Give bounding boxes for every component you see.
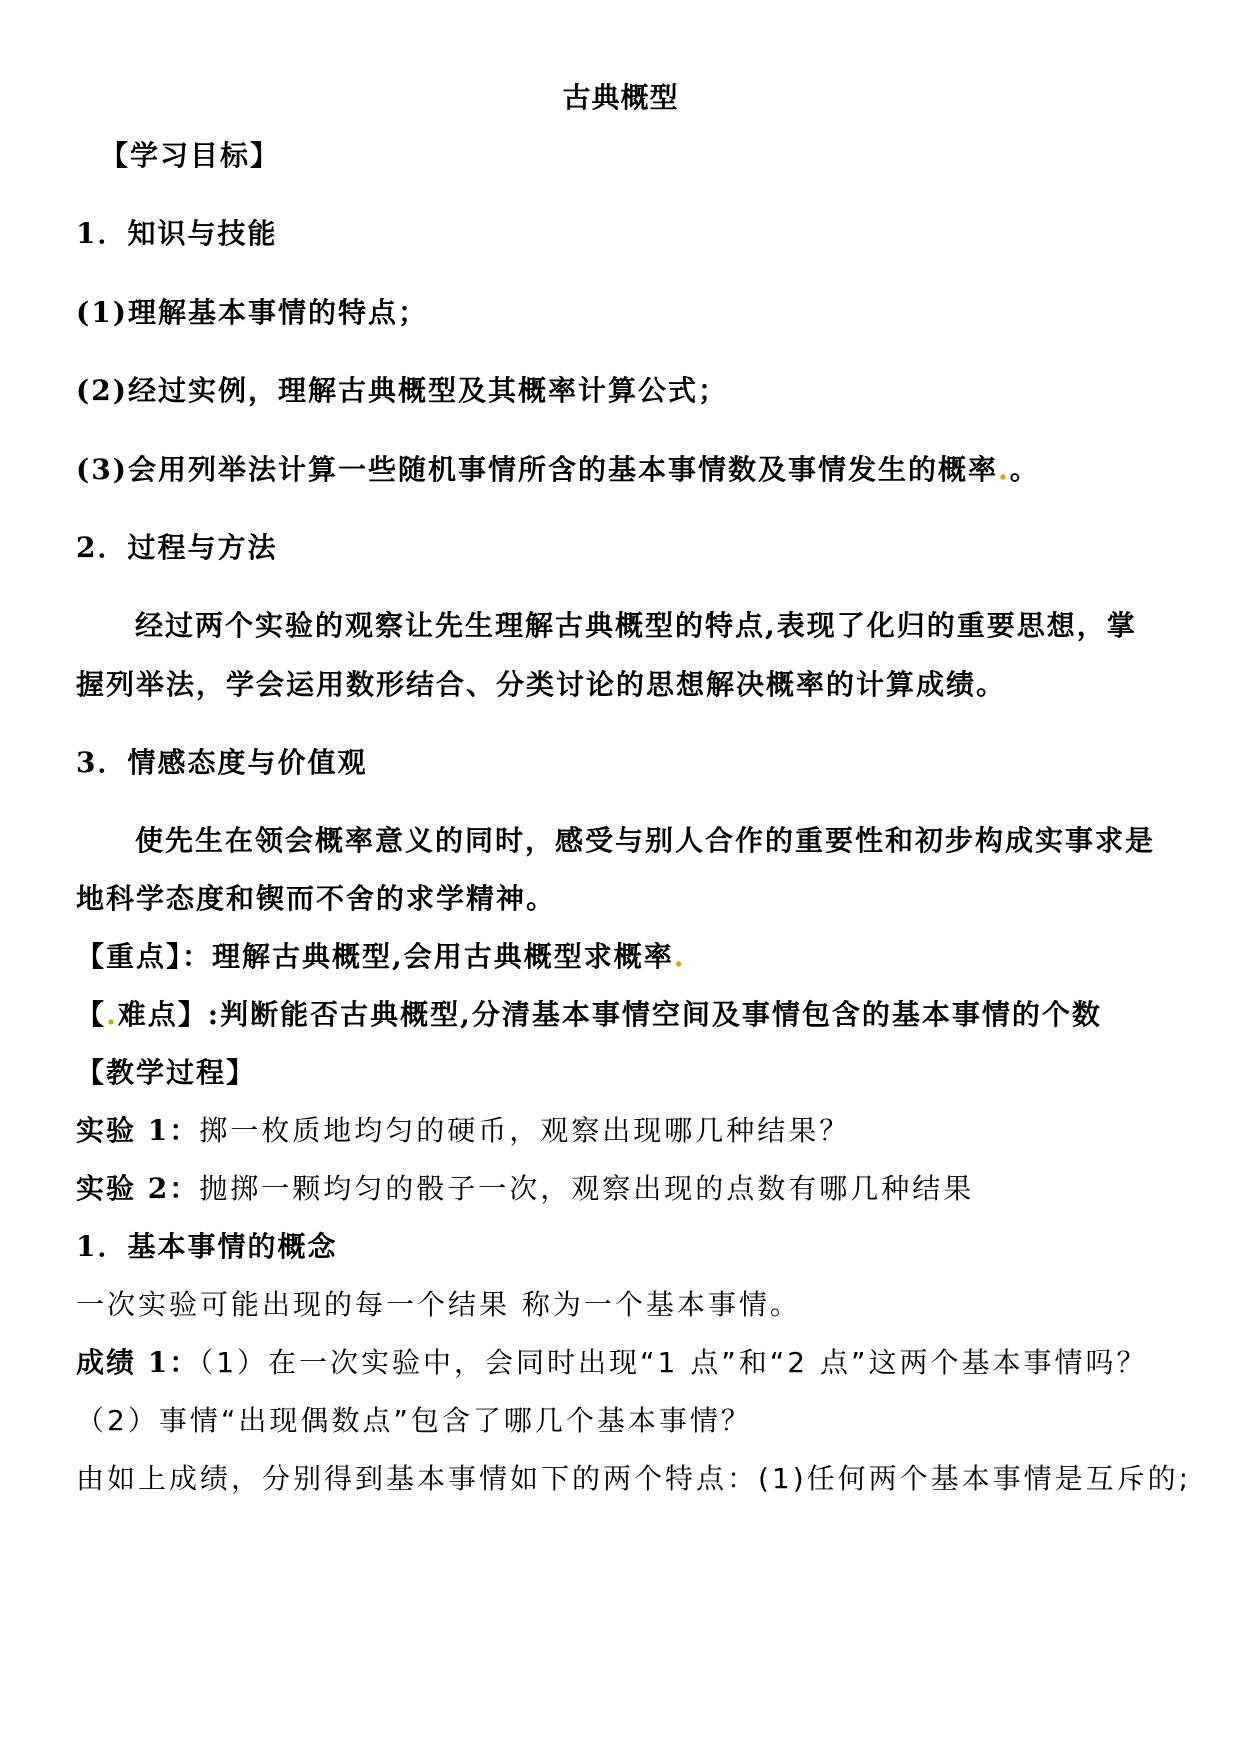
- key-point: [76, 937, 686, 977]
- objective-item-2: (2)经过实例，理解古典概型及其概率计算公式；: [76, 374, 728, 407]
- highlight-mark: .: [673, 940, 686, 973]
- difficult-point: [76, 995, 1102, 1035]
- section2-paragraph-line2: 握列举法，学会运用数形结合、分类讨论的思想解决概率的计算成绩。: [76, 668, 1007, 701]
- experiment-2: [76, 1169, 974, 1209]
- document-title: 古典概型: [562, 81, 679, 114]
- difficult-point-prefix: 【: [76, 998, 107, 1031]
- experiment-2-text: 抛掷一颗均匀的骰子一次，观察出现的点数有哪几种结果: [199, 1172, 975, 1205]
- experiment-1-text: 掷一枚质地均匀的硬币，观察出现哪几种结果？: [199, 1114, 851, 1147]
- key-point-text: 【重点】：理解古典概型,会用古典概型求概率: [76, 940, 674, 973]
- teaching-process-heading: 【教学过程】: [76, 1056, 257, 1089]
- concept-heading: 1．基本事情的概念: [76, 1230, 338, 1263]
- section2-heading: 2．过程与方法: [76, 531, 278, 564]
- section3-heading: 3．情感态度与价值观: [76, 746, 368, 779]
- experiment-1: [76, 1111, 850, 1151]
- highlight-mark: .: [106, 998, 118, 1031]
- objective-item-3-text: (3)会用列举法计算一些随机事情所含的基本事情数及事情发生的概率: [76, 453, 998, 486]
- objective-item-1: (1)理解基本事情的特点；: [76, 296, 428, 329]
- learning-objectives-heading: 【学习目标】: [100, 139, 281, 172]
- highlight-mark: .: [997, 453, 1010, 486]
- problem-1-q2: （2）事情“出现偶数点”包含了哪几个基本事情？: [76, 1404, 752, 1437]
- problem-1-q1: （1）在一次实验中，会同时出现“1 点”和“2 点”这两个基本事情吗？: [199, 1346, 1148, 1379]
- section3-paragraph-line2: 地科学态度和锲而不舍的求学精神。: [76, 882, 557, 915]
- conclusion-text: 由如上成绩，分别得到基本事情如下的两个特点：(1)任何两个基本事情是互斥的;: [76, 1462, 1192, 1495]
- problem-1-label: 成绩 1：: [76, 1346, 200, 1379]
- objective-item-3-end: 。: [1009, 453, 1040, 486]
- problem-1: [76, 1343, 1148, 1383]
- experiment-2-label: 实验 2：: [76, 1172, 200, 1205]
- section2-paragraph-line1: 经过两个实验的观察让先生理解古典概型的特点,表现了化归的重要思想，掌: [135, 609, 1137, 642]
- experiment-1-label: 实验 1：: [76, 1114, 200, 1147]
- difficult-point-text: 难点】:判断能否古典概型,分清基本事情空间及事情包含的基本事情的个数: [117, 998, 1102, 1031]
- section3-paragraph-line1: 使先生在领会概率意义的同时，感受与别人合作的重要性和初步构成实事求是: [135, 824, 1156, 857]
- section1-heading: 1．知识与技能: [76, 217, 278, 250]
- objective-item-3: [76, 450, 1040, 490]
- concept-text: 一次实验可能出现的每一个结果 称为一个基本事情。: [76, 1288, 801, 1321]
